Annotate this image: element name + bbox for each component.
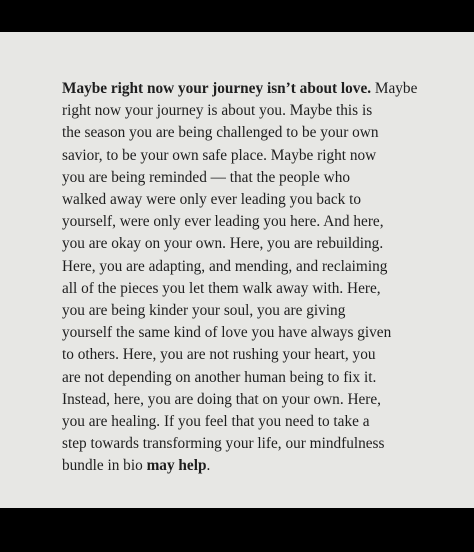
passage-line-17: step towards transforming your life, our mindfulness [62,435,385,453]
passage-line-5: you are being reminded — that the people who [62,168,351,186]
passage-line-4: savior, to be your own safe place. Maybe right now [62,146,377,164]
lead-bold-text: Maybe right now your journey isn’t about love. [62,80,372,97]
passage-line-6: walked away were only ever leading you back to [62,191,362,209]
passage-line-1 [62,78,422,100]
passage-line-18 [62,455,422,477]
passage-line-8: you are okay on your own. Here, you are rebuilding. [62,235,384,253]
line-1-rest: Maybe [371,80,418,97]
quote-card [0,32,474,508]
passage-line-14: are not depending on another human being to fix it. [62,368,377,386]
closing-bold-text: may help [146,457,207,475]
last-line-start: bundle in bio [62,457,147,475]
passage-line-11: you are being kinder your soul, you are giving [62,302,346,320]
passage-line-2: right now your journey is about you. Maybe this is [62,102,373,120]
passage-line-3: the season you are being challenged to be your own [62,124,379,142]
closing-period: . [206,457,211,475]
passage-line-16: you are healing. If you feel that you need to take a [62,413,370,431]
passage-line-15: Instead, here, you are doing that on your own. Here, [62,390,382,408]
quote-passage [62,78,422,478]
passage-line-9: Here, you are adapting, and mending, and reclaiming [62,257,388,275]
passage-line-10: all of the pieces you let them walk away with. Here, [62,279,381,297]
passage-line-13: to others. Here, you are not rushing your heart, you [62,346,376,364]
passage-line-12: yourself the same kind of love you have always given [62,324,392,342]
passage-line-7: yourself, were only ever leading you here. And here, [62,213,384,231]
